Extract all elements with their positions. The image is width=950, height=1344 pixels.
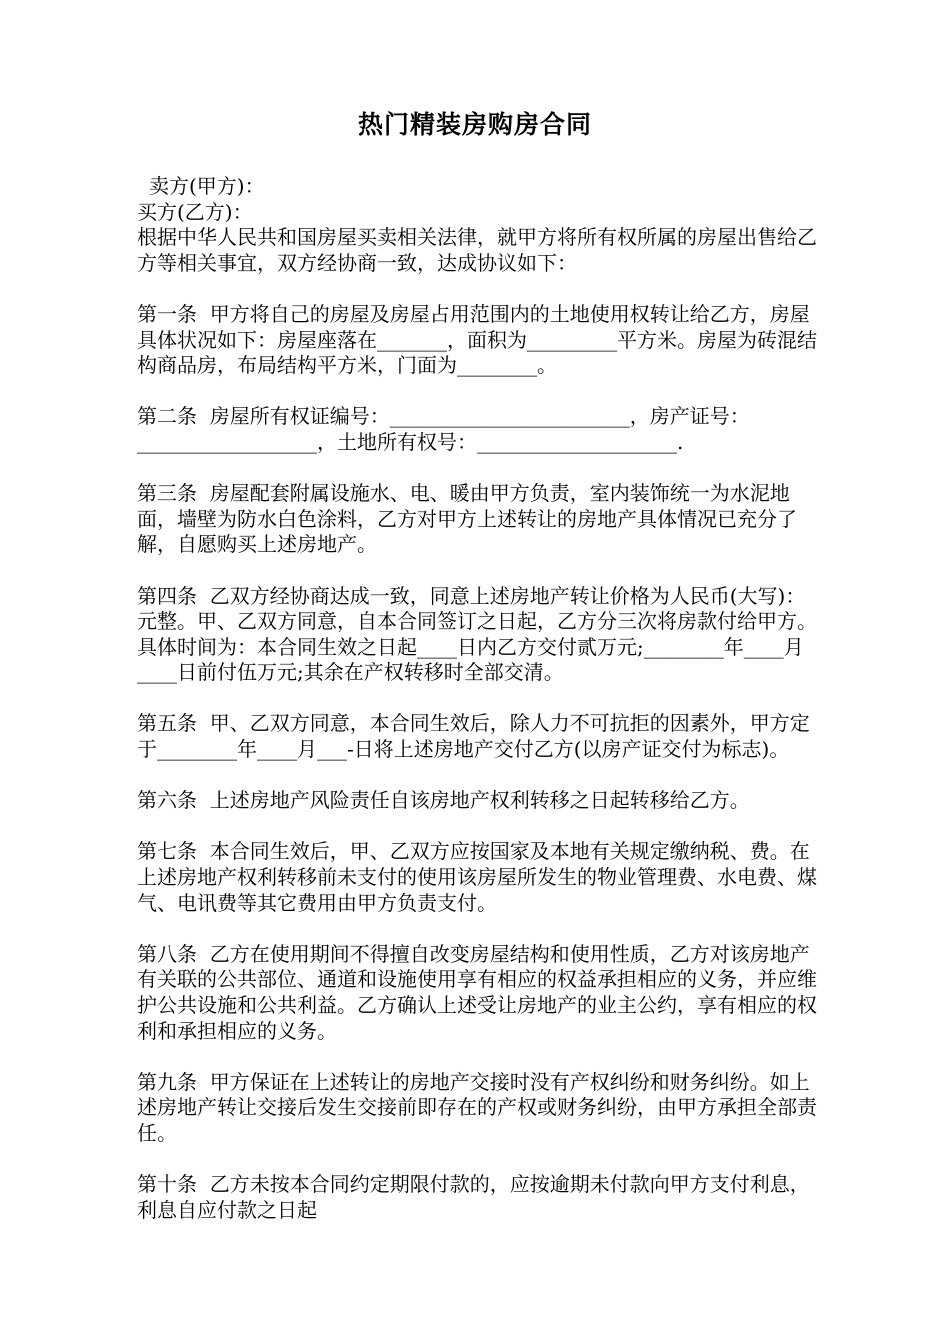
article-2: 第二条 房屋所有权证编号：________________________，房产证号：__________________，土地所有权号：____________________. <box>137 404 750 454</box>
document-title: 热门精装房购房合同 <box>357 110 592 139</box>
article-5: 第五条 甲、乙双方同意，本合同生效后，除人力不可抗拒的因素外，甲方定于________年____月___-日将上述房地产交付乙方(以房产证交付为标志)。 <box>137 711 810 762</box>
article-10: 第十条 乙方未按本合同约定期限付款的，应按逾期未付款向甲方支付利息，利息自应付款之日起 <box>137 1172 810 1222</box>
article-3: 第三条 房屋配套附属设施水、电、暖由甲方负责，室内装饰统一为水泥地面，墙壁为防水白色涂料，乙方对甲方上述转让的房地产具体情况已充分了解，自愿购买上述房地产。 <box>137 481 797 557</box>
seller-line: 卖方(甲方)： <box>149 174 265 198</box>
preamble: 根据中华人民共和国房屋买卖相关法律，就甲方将所有权所属的房屋出售给乙方等相关事宜，双方经协商一致，达成协议如下： <box>137 225 817 275</box>
buyer-line: 买方(乙方)： <box>137 199 253 224</box>
article-7: 第七条 本合同生效后，甲、乙双方应按国家及本地有关规定缴纳税、费。在上述房地产权利转移前未支付的使用该房屋所发生的物业管理费、水电费、煤气、电讯费等其它费用由甲方负责支付。 <box>137 839 817 915</box>
article-8: 第八条 乙方在使用期间不得擅自改变房屋结构和使用性质，乙方对该房地产有关联的公共部位、通道和设施使用享有相应的权益承担相应的义务，并应维护公共设施和公共利益。乙方确认上述受让房地产的业主公约，享有相应的权利和承担相应的义务。 <box>137 941 817 1043</box>
article-6: 第六条 上述房地产风险责任自该房地产权利转移之日起转移给乙方。 <box>137 788 750 813</box>
contract-body <box>137 174 817 1223</box>
article-9: 第九条 甲方保证在上述转让的房地产交接时没有产权纠纷和财务纠纷。如上述房地产转让交接后发生交接前即存在的产权或财务纠纷，由甲方承担全部责任。 <box>137 1069 817 1145</box>
article-4: 第四条 乙双方经协商达成一致，同意上述房地产转让价格为人民币(大写)：元整。甲、乙双方同意，自本合同签订之日起，乙方分三次将房款付给甲方。具体时间为：本合同生效之日起____日内乙方交付贰万元;________年____月____日前付伍万元;其余在产权转移时全部交清。 <box>137 583 817 685</box>
article-1: 第一条 甲方将自己的房屋及房屋占用范围内的土地使用权转让给乙方，房屋具体状况如下：房屋座落在_______，面积为_________平方米。房屋为砖混结构商品房，布局结构平方米，门面为________。 <box>137 301 817 378</box>
